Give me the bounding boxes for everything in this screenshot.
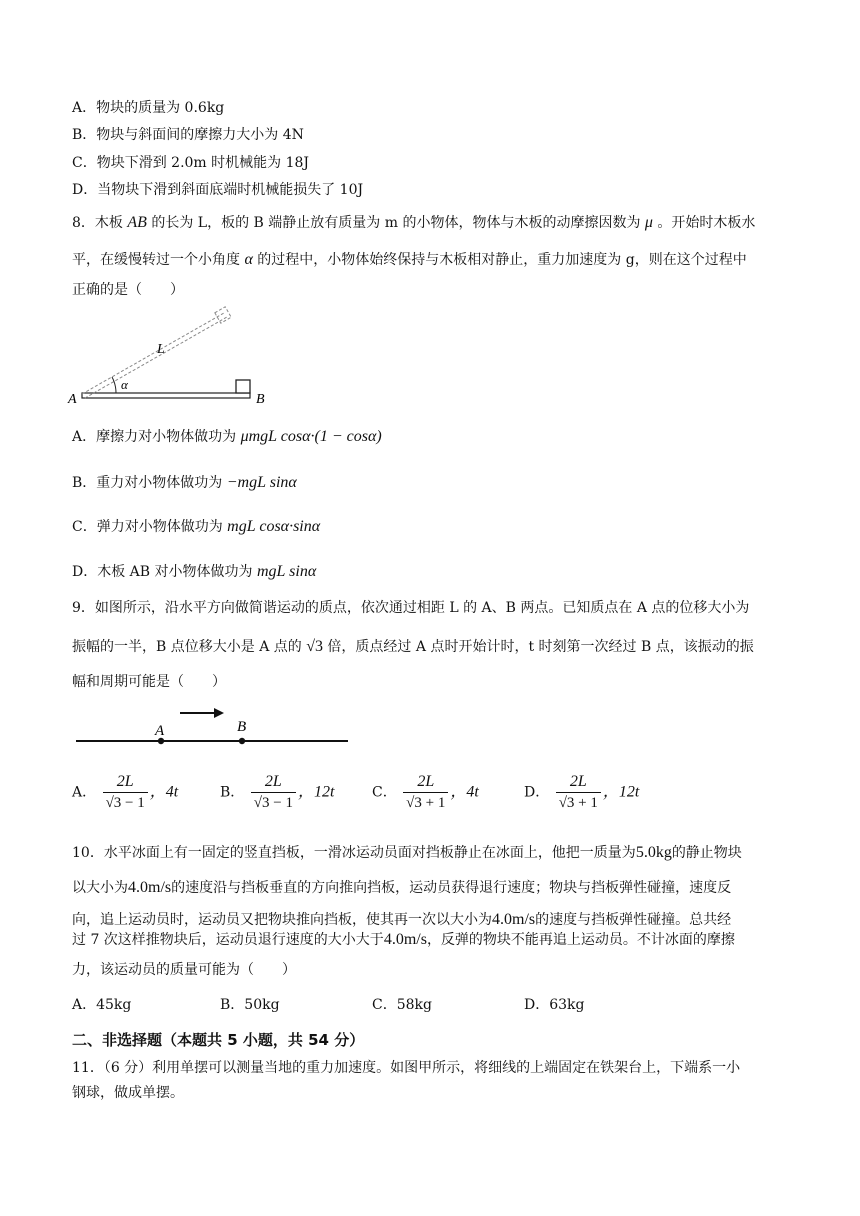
q8-option-label: B．重力对小物体做功为 bbox=[72, 475, 223, 491]
board-horizontal bbox=[82, 393, 250, 398]
q10-stem-line1 bbox=[72, 843, 742, 863]
q8-option-label: A．摩擦力对小物体做功为 bbox=[72, 429, 237, 445]
angle-arc bbox=[112, 377, 116, 393]
q9-option-label: B． bbox=[220, 784, 245, 801]
q8-stem-line1 bbox=[72, 213, 755, 233]
q11-stem-line2: 钢球，做成单摆。 bbox=[72, 1085, 184, 1101]
q9-period: ，12t bbox=[602, 783, 640, 801]
q10-speed: 4.0m/s bbox=[383, 931, 427, 948]
q10-text: 10．水平冰面上有一固定的竖直挡板，一滑冰运动员面对挡板静止在冰面上，他把一质量为 bbox=[72, 845, 636, 861]
q7-option-d: D．当物块下滑到斜面底端时机械能损失了 10J bbox=[72, 182, 364, 198]
label-b: B bbox=[256, 392, 265, 407]
q10-text: 的静止物块 bbox=[671, 845, 742, 861]
q8-option-c bbox=[72, 517, 320, 537]
frac-numerator: 2L bbox=[251, 772, 296, 793]
q10-stem-line3 bbox=[72, 910, 731, 930]
q10-text: 以大小为 bbox=[72, 880, 128, 896]
q9-stem-line2 bbox=[72, 637, 754, 657]
q10-speed: 4.0m/s bbox=[128, 879, 172, 896]
q8-option-expr: mgL sinα bbox=[256, 563, 317, 580]
label-alpha: α bbox=[121, 377, 128, 392]
q9-stem-line1: 9．如图所示，沿水平方向做简谐运动的质点，依次通过相距 L 的 A、B 两点。已知质点在 A 点的位移大小为 bbox=[72, 600, 750, 616]
q8-text: 的过程中，小物体始终保持与木板相对静止，重力加速度为 g，则在这个过程中 bbox=[252, 252, 747, 268]
q10-text: 的速度与挡板弹性碰撞。总共经 bbox=[535, 912, 732, 928]
frac-numerator: 2L bbox=[556, 772, 601, 793]
q9-option-c bbox=[372, 772, 479, 813]
label-l: L bbox=[157, 342, 165, 357]
section-heading: 二、非选择题（本题共 5 小题，共 54 分） bbox=[72, 1031, 365, 1049]
q10-option-d: D．63kg bbox=[524, 997, 585, 1013]
q9-option-d bbox=[524, 772, 639, 813]
q8-option-expr: mgL cosα·sinα bbox=[227, 518, 321, 535]
q10-option-b: B．50kg bbox=[220, 997, 280, 1013]
q9-option-b bbox=[220, 772, 334, 813]
q9-text: 振幅的一半，B 点位移大小是 A 点的 bbox=[72, 639, 307, 655]
frac-denominator: √3 + 1 bbox=[558, 795, 598, 811]
q9-sqrt3: √3 bbox=[306, 638, 323, 655]
q10-option-c: C．58kg bbox=[372, 997, 432, 1013]
q9-text: 倍，质点经过 A 点时开始计时，t 时刻第一次经过 B 点，该振动的振 bbox=[322, 639, 754, 655]
q8-ab: AB bbox=[127, 214, 147, 231]
q11-stem-line1: 11．（6 分）利用单摆可以测量当地的重力加速度。如图甲所示，将细线的上端固定在铁架台上，下端系一小 bbox=[72, 1060, 741, 1076]
q9-shm-figure bbox=[72, 700, 352, 750]
q7-option-a: A．物块的质量为 0.6kg bbox=[72, 100, 225, 116]
label-a: A bbox=[155, 723, 165, 739]
q10-speed: 4.0m/s bbox=[492, 911, 536, 928]
q8-stem-line3: 正确的是（ ） bbox=[72, 282, 184, 298]
q10-mass: 5.0kg bbox=[635, 844, 672, 861]
q8-option-expr: μmgL cosα·(1 − cosα) bbox=[240, 428, 382, 445]
q9-period: ，4t bbox=[149, 783, 179, 801]
block-at-b bbox=[236, 380, 250, 393]
q9-stem-line3: 幅和周期可能是（ ） bbox=[72, 674, 226, 690]
q9-option-a bbox=[72, 772, 178, 813]
frac-numerator: 2L bbox=[103, 772, 148, 793]
frac-denominator: √3 − 1 bbox=[253, 795, 293, 811]
q10-text: 的速度沿与挡板垂直的方向推向挡板，运动员获得退行速度；物块与挡板弹性碰撞，速度反 bbox=[171, 880, 732, 896]
q8-incline-figure bbox=[64, 305, 284, 410]
q10-stem-line5: 力，该运动员的质量可能为（ ） bbox=[72, 962, 296, 978]
q9-fraction bbox=[556, 772, 601, 813]
q9-fraction bbox=[103, 772, 148, 813]
q8-text: 8．木板 bbox=[72, 215, 128, 231]
q8-option-expr: −mgL sinα bbox=[226, 474, 297, 491]
q9-period: ，12t bbox=[297, 783, 335, 801]
frac-numerator: 2L bbox=[403, 772, 448, 793]
q9-option-label: D． bbox=[524, 784, 550, 801]
q8-mu: μ bbox=[644, 214, 653, 231]
q10-stem-line4 bbox=[72, 930, 735, 950]
q8-text: 平，在缓慢转过一个小角度 bbox=[72, 252, 245, 268]
q8-option-a bbox=[72, 427, 382, 447]
q8-text: 的长为 L，板的 B 端静止放有质量为 m 的小物体，物体与木板的动摩擦因数为 bbox=[146, 215, 645, 231]
label-b: B bbox=[237, 719, 247, 735]
q8-text: 。开始时木板水 bbox=[652, 215, 756, 231]
q10-option-a: A．45kg bbox=[72, 997, 132, 1013]
q8-stem-line2 bbox=[72, 250, 747, 270]
q9-period: ，4t bbox=[450, 783, 479, 801]
q10-text: 过 7 次这样推物块后，运动员退行速度的大小大于 bbox=[72, 932, 384, 948]
q7-option-c: C．物块下滑到 2.0m 时机械能为 18J bbox=[72, 155, 310, 171]
frac-denominator: √3 + 1 bbox=[406, 795, 446, 811]
q8-option-label: C．弹力对小物体做功为 bbox=[72, 519, 223, 535]
q10-text: ，反弹的物块不能再追上运动员。不计冰面的摩擦 bbox=[426, 932, 735, 948]
q9-option-label: C． bbox=[372, 784, 397, 801]
q8-option-d bbox=[72, 562, 316, 582]
label-a: A bbox=[68, 392, 77, 407]
q7-option-b: B．物块与斜面间的摩擦力大小为 4N bbox=[72, 127, 304, 143]
q8-option-label: D．木板 AB 对小物体做功为 bbox=[72, 564, 253, 580]
q10-text: 向，追上运动员时，运动员又把物块推向挡板，使其再一次以大小为 bbox=[72, 912, 492, 928]
q9-fraction bbox=[403, 772, 448, 813]
frac-denominator: √3 − 1 bbox=[105, 795, 145, 811]
q8-alpha: α bbox=[244, 251, 253, 268]
q8-option-b bbox=[72, 473, 297, 493]
q9-option-label: A． bbox=[72, 784, 97, 801]
q10-stem-line2 bbox=[72, 878, 731, 898]
arrow-head bbox=[214, 708, 224, 718]
q9-fraction bbox=[251, 772, 296, 813]
point-b bbox=[239, 738, 245, 744]
